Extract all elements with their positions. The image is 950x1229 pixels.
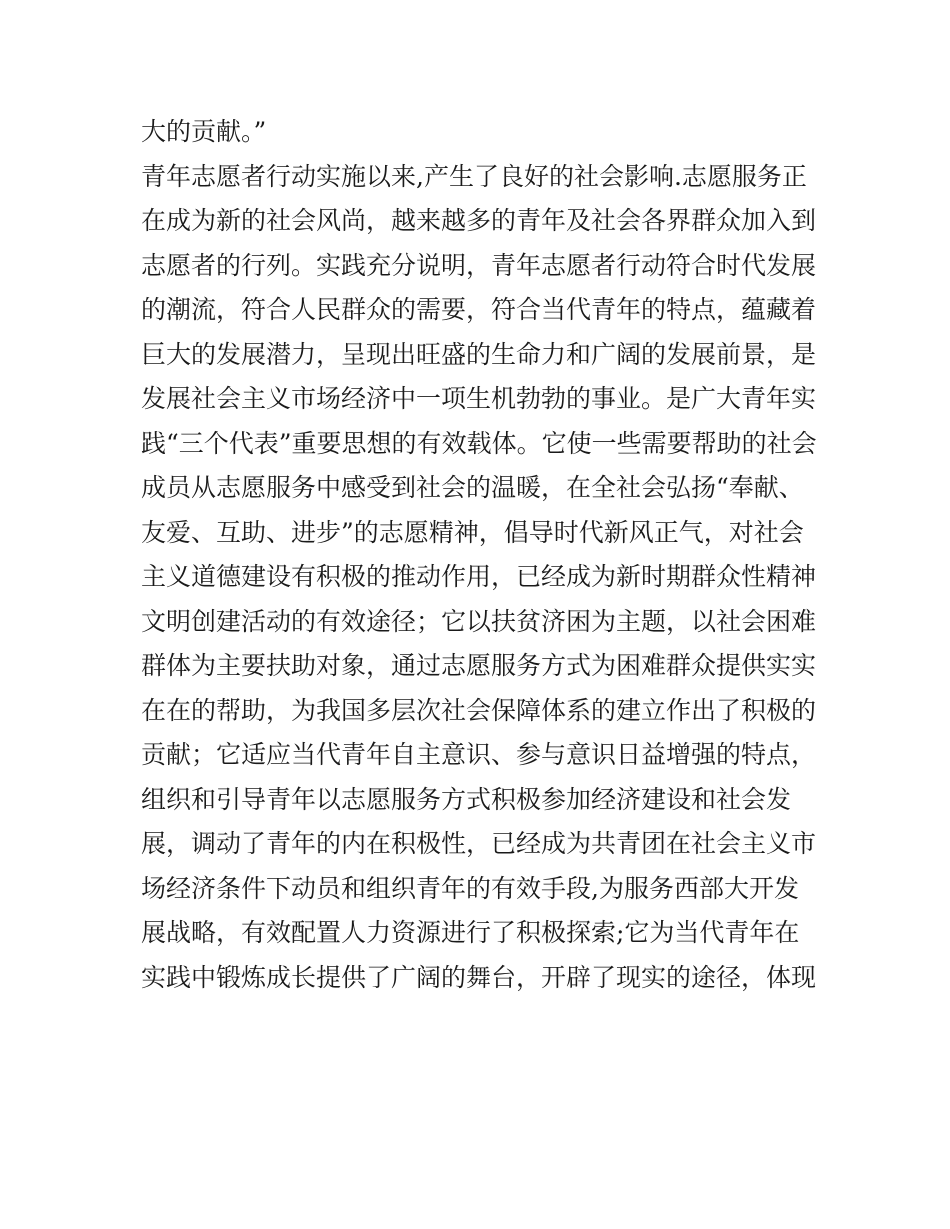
text-line-4: 志愿者的行列。实践充分说明，青年志愿者行动符合时代发展 xyxy=(141,250,817,280)
text-line-2: 青年志愿者行动实施以来,产生了良好的社会影响.志愿服务正 xyxy=(141,161,807,191)
text-line-8: 践“三个代表”重要思想的有效载体。它使一些需要帮助的社会 xyxy=(141,428,817,458)
text-line-15: 贡献；它适应当代青年自主意识、参与意识日益增强的特点， xyxy=(141,740,817,769)
text-line-3: 在成为新的社会风尚，越来越多的青年及社会各界群众加入到 xyxy=(141,206,817,235)
text-line-7: 发展社会主义市场经济中一项生机勃勃的事业。是广大青年实 xyxy=(141,384,817,413)
text-line-11: 主义道德建设有积极的推动作用，已经成为新时期群众性精神 xyxy=(141,562,817,591)
body-text xyxy=(141,110,821,1000)
text-line-9: 成员从志愿服务中感受到社会的温暖，在全社会弘扬“奉献、 xyxy=(141,473,804,502)
text-line-16: 组织和引导青年以志愿服务方式积极参加经济建设和社会发 xyxy=(141,784,792,814)
text-line-1: 大的贡献。” xyxy=(141,117,267,146)
text-line-6: 巨大的发展潜力，呈现出旺盛的生命力和广阔的发展前景，是 xyxy=(141,339,817,369)
text-line-17: 展，调动了青年的内在积极性，已经成为共青团在社会主义市 xyxy=(141,829,817,858)
text-line-13: 群体为主要扶助对象，通过志愿服务方式为困难群众提供实实 xyxy=(141,651,817,680)
text-line-14: 在在的帮助，为我国多层次社会保障体系的建立作出了积极的 xyxy=(141,695,817,725)
text-line-20: 实践中锻炼成长提供了广阔的舞台，开辟了现实的途径，体现 xyxy=(141,962,817,992)
text-line-12: 文明创建活动的有效途径；它以扶贫济困为主题，以社会困难 xyxy=(141,606,817,636)
text-line-18: 场经济条件下动员和组织青年的有效手段,为服务西部大开发 xyxy=(141,873,799,903)
text-line-19: 展战略，有效配置人力资源进行了积极探索;它为当代青年在 xyxy=(141,918,800,947)
text-line-10: 友爱、互助、进步”的志愿精神，倡导时代新风正气，对社会 xyxy=(141,517,804,547)
text-line-5: 的潮流，符合人民群众的需要，符合当代青年的特点，蕴藏着 xyxy=(141,295,817,324)
